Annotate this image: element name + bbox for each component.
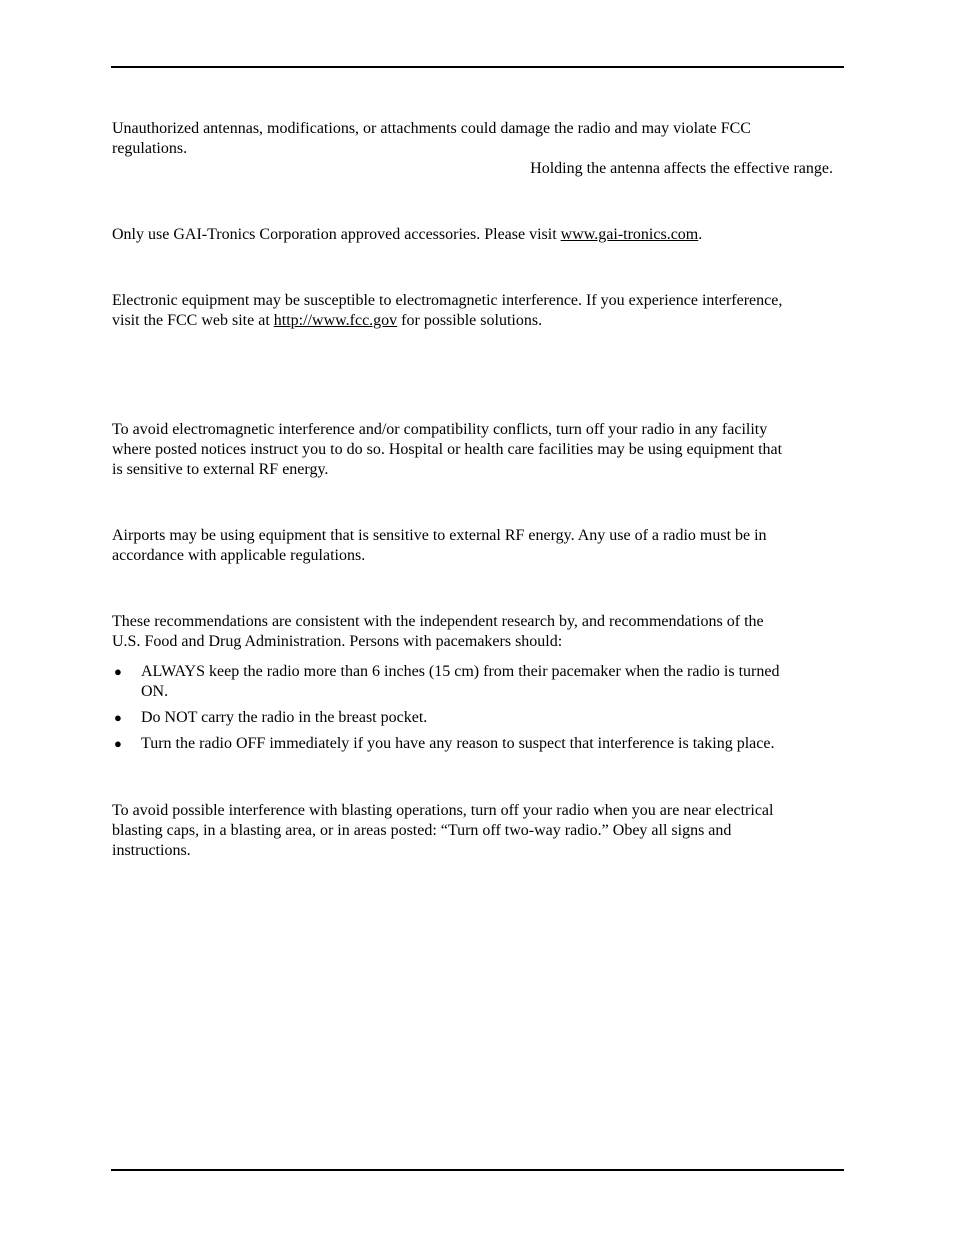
antenna-line-1: Unauthorized antennas, modifications, or attachments could damage the radio and may violate FCC <box>112 120 751 137</box>
bullet-3-line-1: Turn the radio OFF immediately if you have any reason to suspect that interference is taking place. <box>141 735 775 752</box>
antenna-range-note: Holding the antenna affects the effective range. <box>530 160 833 177</box>
facilities-line-2: where posted notices instruct you to do so. Hospital or health care facilities may be using equipment that <box>112 441 783 458</box>
airports-line-2: accordance with applicable regulations. <box>112 547 366 564</box>
pacemakers-paragraph <box>112 612 847 652</box>
pacemakers-line-1: These recommendations are consistent with the independent research by, and recommendations of the <box>112 613 764 630</box>
accessories-text: Only use GAI-Tronics Corporation approved accessories. Please visit <box>112 226 561 243</box>
bullet-icon: ● <box>114 664 122 679</box>
accessories-line <box>112 225 847 245</box>
emi-line-2-start: visit the FCC web site at <box>112 312 274 329</box>
accessories-end: . <box>698 226 703 243</box>
blasting-line-1: To avoid possible interference with blasting operations, turn off your radio when you are near electrical <box>112 802 774 819</box>
facilities-line-3: is sensitive to external RF energy. <box>112 461 329 478</box>
blasting-line-2: blasting caps, in a blasting area, or in areas posted: “Turn off two-way radio.” Obey all signs and <box>112 822 732 839</box>
gai-tronics-link[interactable]: www.gai-tronics.com <box>560 226 699 243</box>
bullet-icon: ● <box>114 710 122 725</box>
emi-paragraph <box>112 291 847 331</box>
list-item <box>112 708 847 728</box>
facilities-paragraph <box>112 420 847 480</box>
antenna-paragraph <box>112 119 847 159</box>
blasting-line-3: instructions. <box>112 842 191 859</box>
fcc-link[interactable]: http://www.fcc.gov <box>273 312 398 329</box>
pacemakers-line-2: U.S. Food and Drug Administration. Persons with pacemakers should: <box>112 633 563 650</box>
emi-line-2 <box>112 311 847 331</box>
facilities-line-1: To avoid electromagnetic interference and/or compatibility conflicts, turn off your radio in any facility <box>112 421 768 438</box>
emi-line-1: Electronic equipment may be susceptible to electromagnetic interference. If you experience interference, <box>112 292 783 309</box>
bullet-1-line-1: ALWAYS keep the radio more than 6 inches (15 cm) from their pacemaker when the radio is turned <box>141 663 780 680</box>
blasting-paragraph <box>112 801 847 861</box>
list-item <box>112 734 847 754</box>
bullet-1-line-2: ON. <box>141 683 169 700</box>
airports-line-1: Airports may be using equipment that is sensitive to external RF energy. Any use of a radio must be in <box>112 527 767 544</box>
pacemaker-bullet-list <box>112 662 847 760</box>
bullet-2-line-1: Do NOT carry the radio in the breast pocket. <box>141 709 428 726</box>
antenna-line-2: regulations. <box>112 140 188 157</box>
emi-line-2-end: for possible solutions. <box>397 312 543 329</box>
bullet-icon: ● <box>114 736 122 751</box>
airports-paragraph <box>112 526 847 566</box>
header-rule <box>111 66 844 68</box>
list-item <box>112 662 847 702</box>
footer-rule <box>111 1169 844 1171</box>
accessories-paragraph <box>112 225 847 245</box>
